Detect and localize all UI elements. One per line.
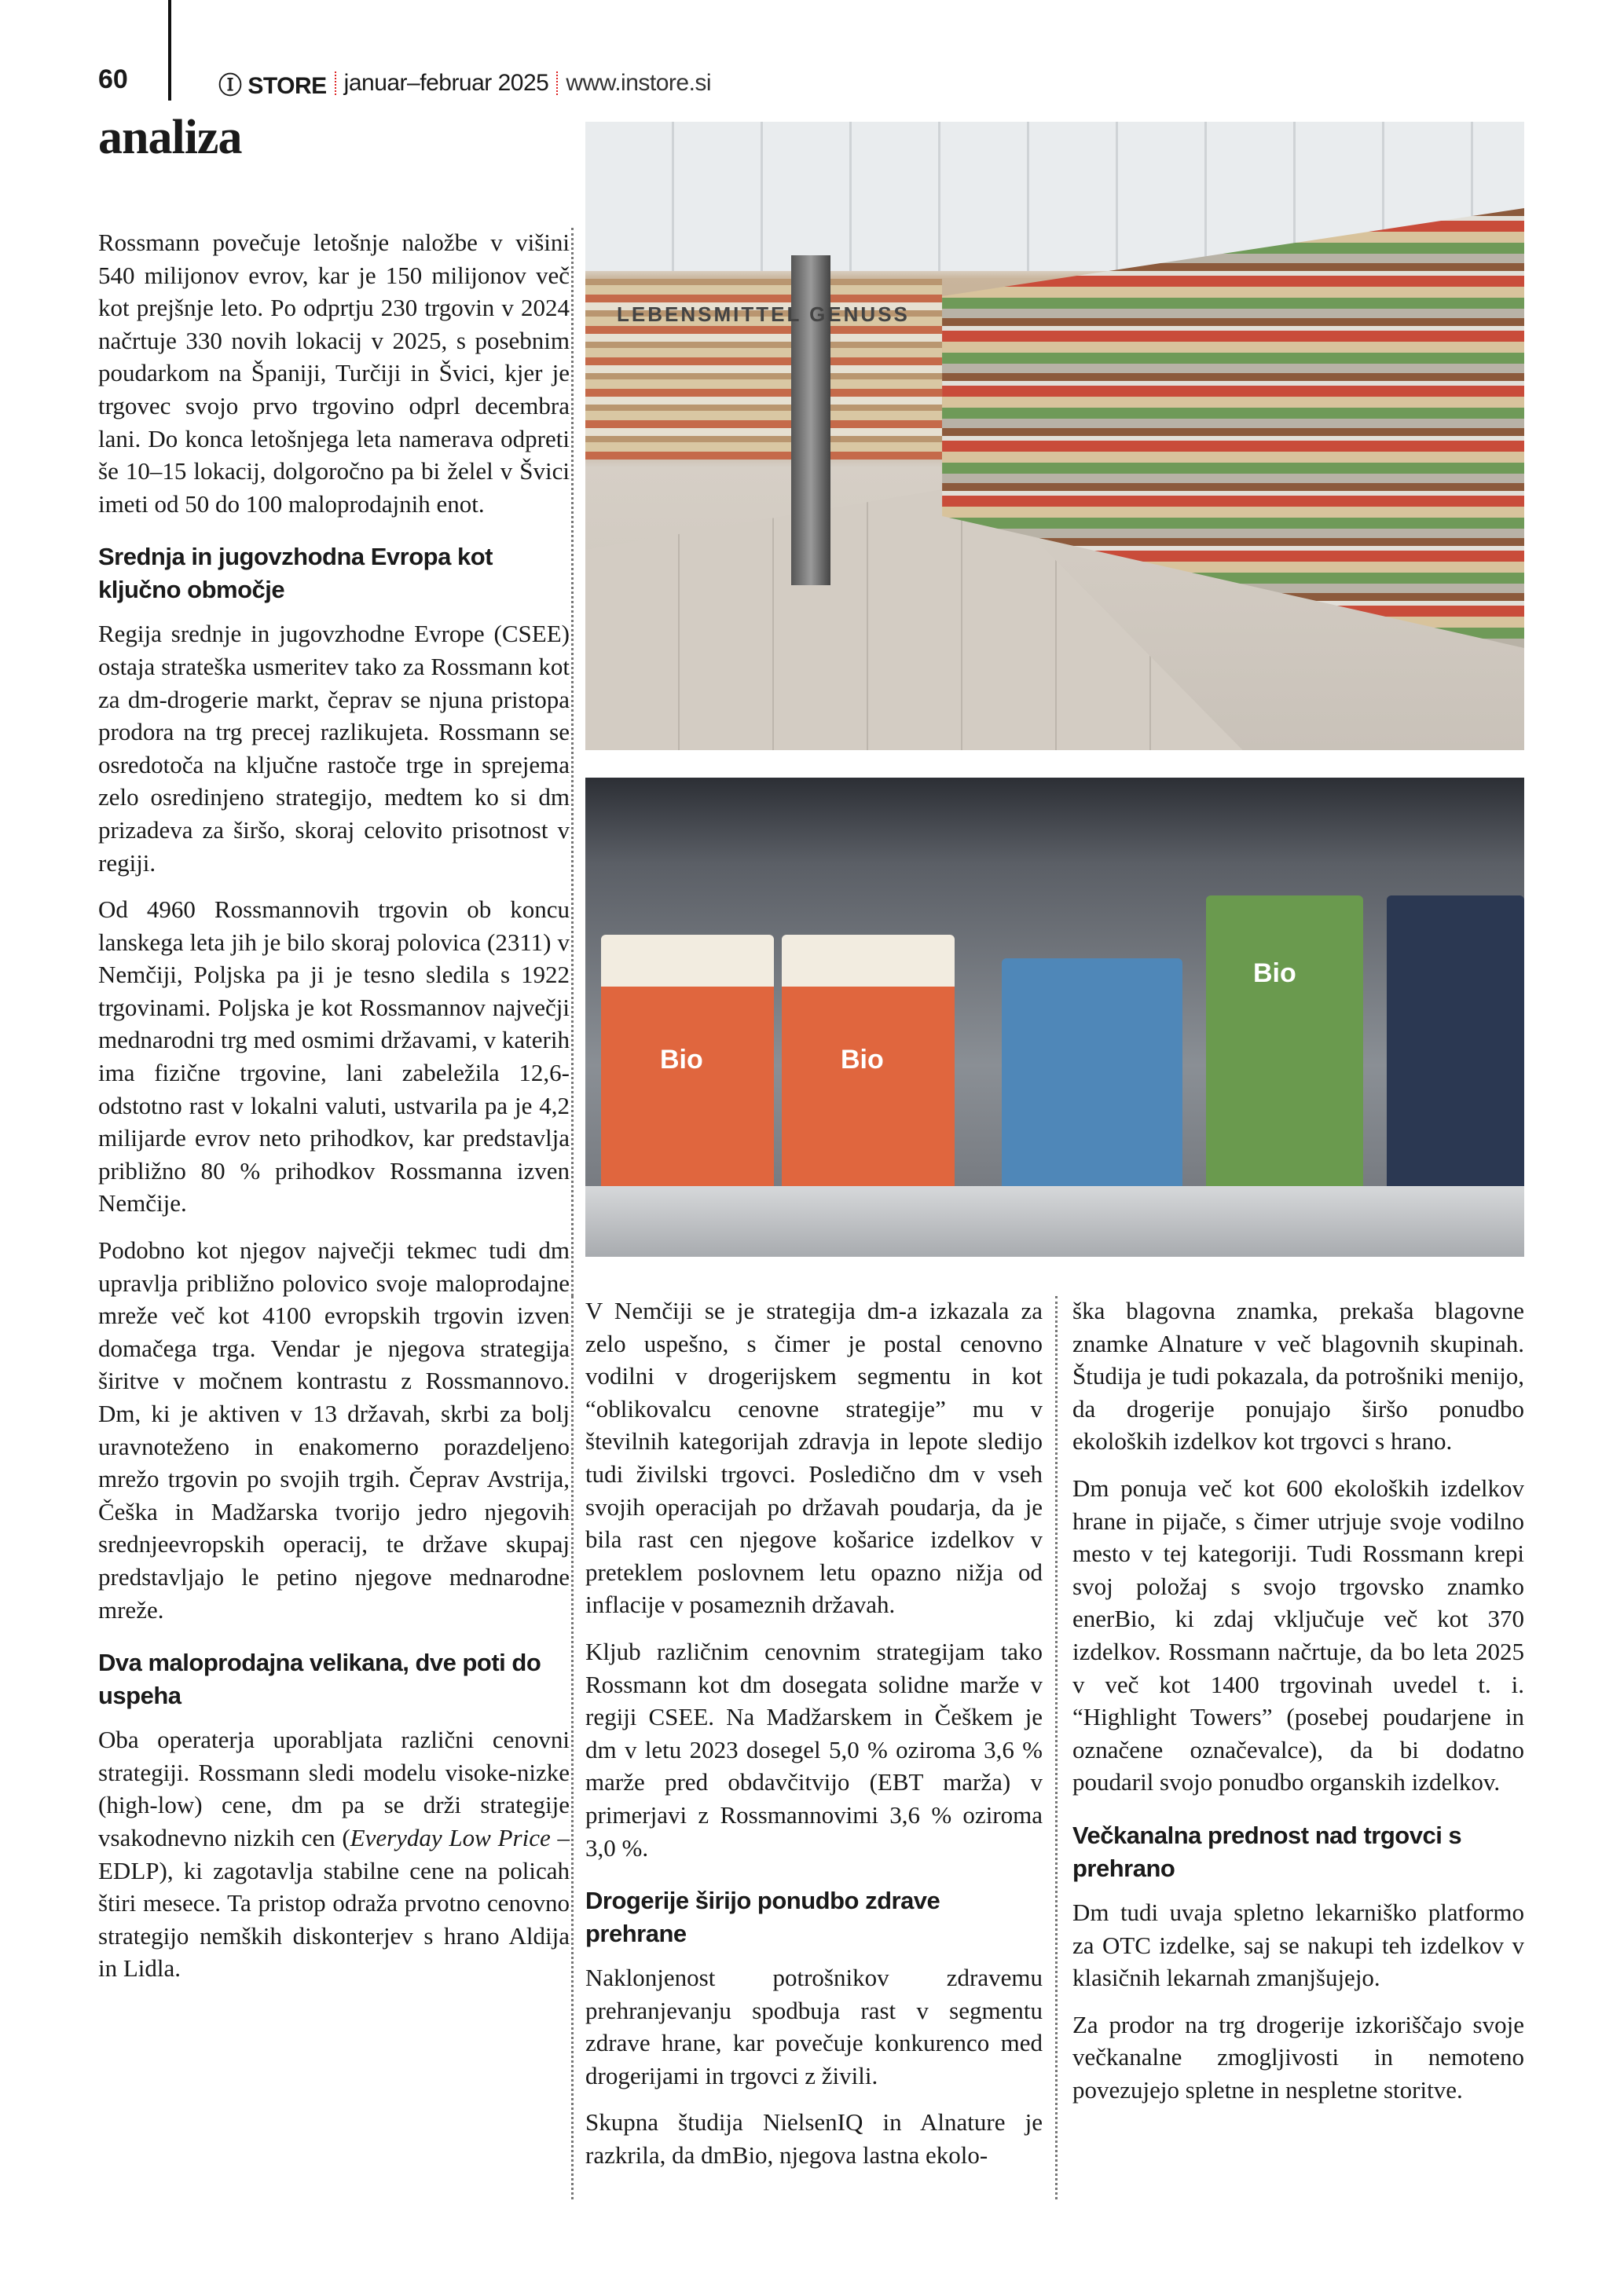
store-sign: LEBENSMITTEL GENUSS xyxy=(617,302,910,326)
column-divider xyxy=(571,1296,574,2199)
text: Oba operaterja uporabljata različni cenovni strategiji. Rossmann sledi modelu visoke-nizke (high-low) cene, dm pa se drži strategije vsakodnevno nizkih cen ( xyxy=(98,1726,570,1851)
logo-text: STORE xyxy=(247,73,327,99)
chocolate-box xyxy=(1002,958,1182,1194)
header-divider xyxy=(168,0,171,101)
paragraph: Podobno kot njegov največji tekmec tudi dm upravlja približno polovico svoje maloprodajne mreže več kot 4100 evropskih trgovin izven domačega trga. Vendar je njegova strategija širitve v močnem kontrastu z Rossmannovo. Dm, ki je aktiven v 13 državah, skrbi za bolj uravnoteženo in enakomerno porazdeljeno mrežo trgovin po svojih trgih. Čeprav Avstrija, Češka in Madžarska tvorijo jedro njegovih srednjeevropskih operacij, te države skupaj predstavljajo le petino njegove mednarodne mreže. xyxy=(98,1236,570,1624)
separator xyxy=(335,71,336,95)
column-right xyxy=(1072,1294,1524,2120)
paragraph: Naklonjenost potrošnikov zdravemu prehranjevanju spodbuja rast v segmentu zdrave hrane, kar povečuje konkurenco med drogerijami in trgovci z živili. xyxy=(585,1964,1043,2089)
paragraph: Regija srednje in jugovzhodne Evrope (CSEE) ostaja strateška usmeritev tako za Rossmann kot za dm-drogerie markt, čeprav se njuna pristopa prodora na trg precej razlikujeta. Rossmann se osredotoča na ključne rastoče trge in sprejema zelo osredinjeno strategijo, medtem ko si dm prizadeva za širšo, skoraj celovito prisotnost v regiji. xyxy=(98,620,570,877)
subheading: Srednja in jugovzhodna Evropa kot ključno območje xyxy=(98,543,493,604)
paragraph xyxy=(98,1723,570,1985)
chocolate-box xyxy=(1206,895,1363,1194)
text: – EDLP), ki zagotavlja stabilne cene na policah štiri mesece. Ta pristop odraža prvotno cenovno strategijo nemških diskonterjev s hrano Aldija in Lidla. xyxy=(98,1823,570,1983)
store-interior-photo xyxy=(585,122,1524,750)
website-link[interactable]: www.instore.si xyxy=(566,70,712,96)
separator xyxy=(556,71,558,95)
paragraph: ška blagovna znamka, prekaša blagovne znamke Alnature v več blagovnih skupinah. Študija je tudi pokazala, da potrošniki menijo, da drogerije ponujajo širšo ponudbo ekoloških izdelkov kot trgovci s hrano. xyxy=(1072,1297,1524,1456)
running-header xyxy=(218,66,711,101)
paragraph: Dm tudi uvaja spletno lekarniško platformo za OTC izdelke, saj se nakupi teh izdelkov v klasičnih lekarnah zmanjšujejo. xyxy=(1072,1898,1524,1992)
column-divider xyxy=(1055,1296,1058,2199)
paragraph: Od 4960 Rossmannovih trgovin ob koncu lanskega leta jih je bilo skoraj polovica (2311) v Nemčiji, Poljska pa ji je tesno sledila s 1922 trgovinami. Poljska je kot Rossmannov največji mednarodni trg med osmimi državami, v katerih ima fizične trgovine, lani zabeležila 12,6-odstotno rast v lokalni valuti, ustvarila pa je 4,2 milijarde evrov neto prihodkov, kar predstavlja približno 80 % prihodkov Rossmanna izven Nemčije. xyxy=(98,895,570,1218)
bio-label: Bio xyxy=(1253,958,1296,988)
bio-products-photo xyxy=(585,778,1524,1257)
paragraph: Kljub različnim cenovnim strategijam tako Rossmann kot dm dosegata solidne marže v regiji CSEE. Na Madžarskem in Češkem je dm v letu 2023 dosegel 5,0 % oziroma 3,6 % marže pred obdavčitvijo (EBT marža) v primerjavi z Rossmannovimi 3,6 % oziroma 3,0 %. xyxy=(585,1637,1043,1862)
subheading: Večkanalna prednost nad trgovci s prehrano xyxy=(1072,1821,1462,1882)
subheading: Drogerije širijo ponudbo zdrave prehrane xyxy=(585,1887,940,1948)
paragraph: Dm ponuja več kot 600 ekoloških izdelkov hrane in pijače, s čimer utrjuje svoje vodilno mesto v tej kategoriji. Tudi Rossmann krepi svoj položaj s svojo trgovsko znamko enerBio, ki zdaj vključuje več kot 370 izdelkov. Rossmann načrtuje, da bo leta 2025 v več kot 1400 trgovinah uvedel t. i. “Highlight Towers” (posebej poudarjene in označene označevalce), da bi dodatno poudaril svojo ponudbo organskih izdelkov. xyxy=(1072,1474,1524,1796)
chocolate-box xyxy=(1387,895,1524,1194)
column-divider xyxy=(571,228,574,1296)
subheading: Dva maloprodajna velikana, dve poti do uspeha xyxy=(98,1649,541,1710)
bio-label: Bio xyxy=(660,1045,703,1075)
shelf-price-rail xyxy=(585,1186,1524,1257)
paragraph: Za prodor na trg drogerije izkoriščajo svoje večkanalne zmogljivosti in nemoteno povezujejo spletne in nespletne storitve. xyxy=(1072,2010,1524,2104)
bio-label: Bio xyxy=(841,1045,884,1075)
page-number: 60 xyxy=(98,64,128,94)
paragraph: Skupna študija NielsenIQ in Alnature je razkrila, da dmBio, njegova lastna ekolo- xyxy=(585,2108,1043,2170)
paragraph: Rossmann povečuje letošnje naložbe v višini 540 milijonov evrov, kar je 150 milijonov več kot prejšnje leto. Po odprtju 230 trgovin v 2024 načrtuje 330 novih lokacij v 2025, s posebnim poudarkom na Španiji, Turčiji in Švici, kjer je trgovec svojo prvo trgovino odprl decembra lani. Do konca letošnjega leta namerava odpreti še 10–15 lokacij, dolgoročno pa bi želel v Švici imeti od 50 do 100 maloprodajnih enot. xyxy=(98,229,570,518)
column-middle xyxy=(585,1294,1043,2186)
italic-term: Everyday Low Price xyxy=(350,1823,551,1851)
magazine-logo: Ⓘ STORE xyxy=(218,73,327,99)
column-left xyxy=(98,226,570,1999)
paragraph: V Nemčiji se je strategija dm-a izkazala za zelo uspešno, s čimer je postal cenovno vodilni v drogerijskem segmentu in kot “oblikovalcu cenovne strategije” mu v številnih kategorijah zdravja in lepote sledijo tudi živilski trgovci. Posledično dm v vseh svojih operacijah po državah poudarja, da je bila rast cen njegove košarice izdelkov v preteklem poslovnem letu opazno nižja od inflacije v posameznih državah. xyxy=(585,1297,1043,1619)
issue-date: januar–februar 2025 xyxy=(343,70,549,96)
section-title: analiza xyxy=(98,111,242,164)
